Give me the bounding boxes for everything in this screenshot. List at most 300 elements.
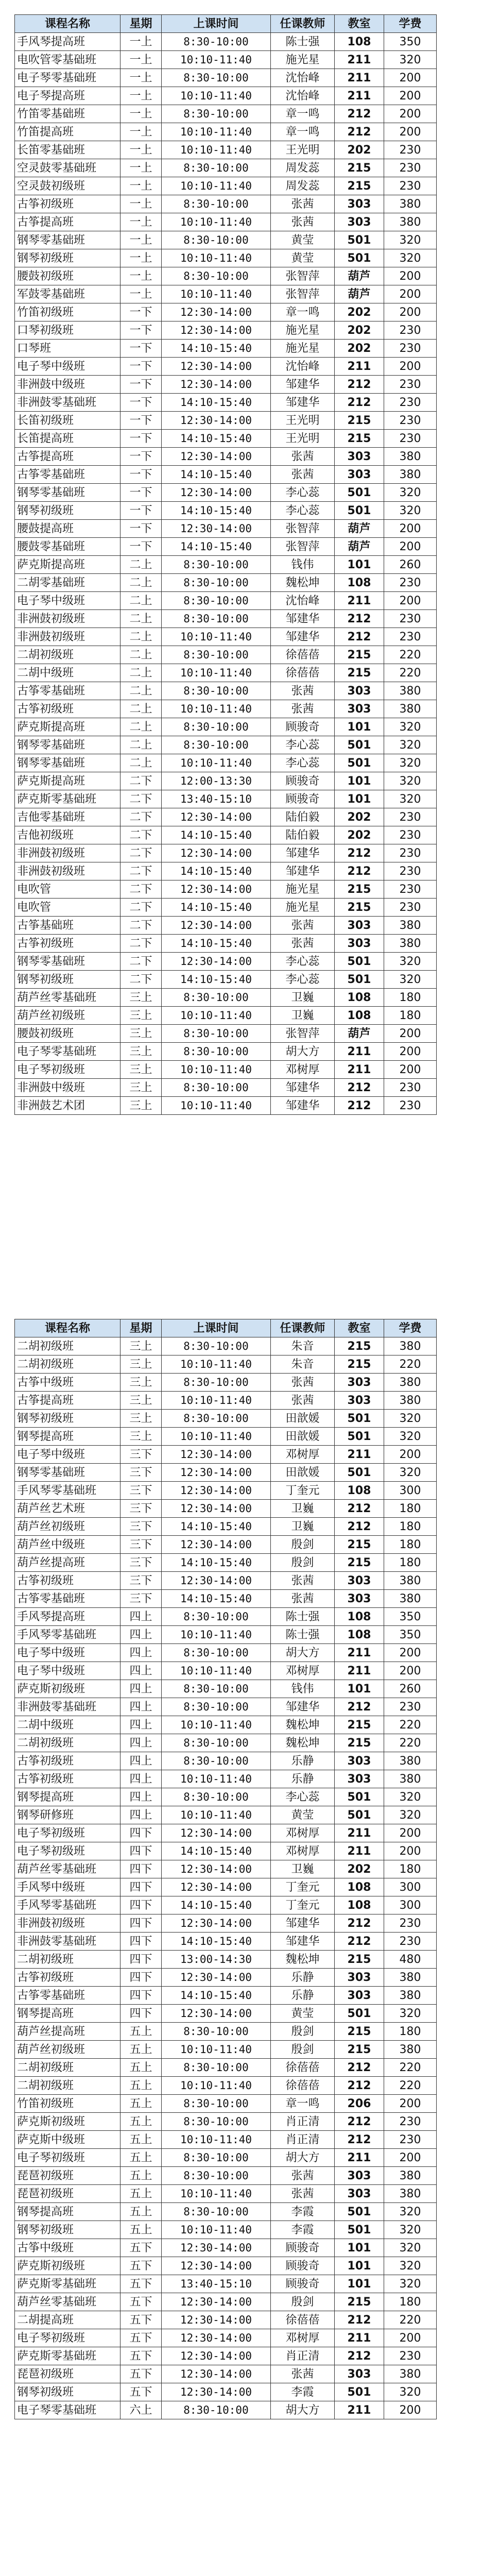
tuition-cell: 200 bbox=[384, 2149, 437, 2167]
class-time-cell: 10:10-11:40 bbox=[162, 177, 271, 195]
class-time-cell: 10:10-11:40 bbox=[162, 628, 271, 646]
weekday-cell: 五上 bbox=[120, 2167, 162, 2185]
tuition-cell: 320 bbox=[384, 502, 437, 520]
weekday-cell: 二上 bbox=[120, 664, 162, 682]
classroom-cell: 212 bbox=[335, 844, 384, 862]
course-name-cell: 萨克斯初级班 bbox=[15, 2257, 120, 2275]
teacher-cell: 周发蕊 bbox=[271, 177, 335, 195]
tuition-cell: 230 bbox=[384, 2131, 437, 2149]
table-row bbox=[15, 2167, 437, 2185]
tuition-cell: 320 bbox=[384, 736, 437, 754]
weekday-cell: 五上 bbox=[120, 2059, 162, 2077]
course-name-cell: 钢琴初级班 bbox=[15, 971, 120, 989]
tuition-cell: 320 bbox=[384, 953, 437, 971]
class-time-cell: 14:10-15:40 bbox=[162, 466, 271, 484]
tuition-cell: 230 bbox=[384, 574, 437, 592]
course-name-cell: 古筝提高班 bbox=[15, 213, 120, 231]
table-row bbox=[15, 664, 437, 682]
classroom-cell: 215 bbox=[335, 430, 384, 448]
classroom-cell: 215 bbox=[335, 1337, 384, 1355]
course-name-cell: 古筝基础班 bbox=[15, 917, 120, 935]
course-name-cell: 钢琴零基础班 bbox=[15, 754, 120, 772]
table-row bbox=[15, 772, 437, 790]
tuition-cell: 200 bbox=[384, 87, 437, 105]
table-row bbox=[15, 610, 437, 628]
table-row bbox=[15, 33, 437, 51]
table-row bbox=[15, 989, 437, 1007]
table-row bbox=[15, 502, 437, 520]
classroom-cell: 212 bbox=[335, 1079, 384, 1097]
tuition-cell: 380 bbox=[384, 448, 437, 466]
teacher-cell: 张茜 bbox=[271, 2167, 335, 2185]
class-time-cell: 10:10-11:40 bbox=[162, 1716, 271, 1734]
table-row bbox=[15, 1933, 437, 1951]
classroom-cell: 215 bbox=[335, 1355, 384, 1374]
teacher-cell: 卫巍 bbox=[271, 1500, 335, 1518]
table-row bbox=[15, 2275, 437, 2293]
teacher-cell: 殷剑 bbox=[271, 2041, 335, 2059]
teacher-cell: 魏松坤 bbox=[271, 1734, 335, 1752]
table-row bbox=[15, 862, 437, 880]
weekday-cell: 一上 bbox=[120, 87, 162, 105]
classroom-cell: 202 bbox=[335, 321, 384, 340]
header-tuition: 学费 bbox=[384, 1319, 437, 1337]
class-time-cell: 12:30-14:00 bbox=[162, 808, 271, 826]
course-name-cell: 葫芦丝零基础班 bbox=[15, 2293, 120, 2311]
teacher-cell: 邹建华 bbox=[271, 376, 335, 394]
tuition-cell: 230 bbox=[384, 880, 437, 899]
tuition-cell: 380 bbox=[384, 466, 437, 484]
classroom-cell: 212 bbox=[335, 1914, 384, 1933]
classroom-cell: 215 bbox=[335, 646, 384, 664]
table-row bbox=[15, 880, 437, 899]
class-time-cell: 10:10-11:40 bbox=[162, 2221, 271, 2239]
classroom-cell: 303 bbox=[335, 935, 384, 953]
classroom-cell: 108 bbox=[335, 989, 384, 1007]
class-time-cell: 10:10-11:40 bbox=[162, 1662, 271, 1680]
tuition-cell: 220 bbox=[384, 2059, 437, 2077]
table-row bbox=[15, 736, 437, 754]
class-time-cell: 14:10-15:40 bbox=[162, 1933, 271, 1951]
classroom-cell: 212 bbox=[335, 2311, 384, 2329]
classroom-cell: 501 bbox=[335, 736, 384, 754]
teacher-cell: 李心蕊 bbox=[271, 754, 335, 772]
course-name-cell: 钢琴零基础班 bbox=[15, 736, 120, 754]
course-name-cell: 电子琴提高班 bbox=[15, 87, 120, 105]
table-row bbox=[15, 1626, 437, 1644]
table-row bbox=[15, 718, 437, 736]
tuition-cell: 200 bbox=[384, 538, 437, 556]
weekday-cell: 一下 bbox=[120, 303, 162, 321]
weekday-cell: 三上 bbox=[120, 989, 162, 1007]
teacher-cell: 沈怡峰 bbox=[271, 69, 335, 87]
class-time-cell: 8:30-10:00 bbox=[162, 2113, 271, 2131]
class-time-cell: 8:30-10:00 bbox=[162, 69, 271, 87]
course-name-cell: 古筝初级班 bbox=[15, 1572, 120, 1590]
classroom-cell: 206 bbox=[335, 2095, 384, 2113]
class-time-cell: 12:30-14:00 bbox=[162, 448, 271, 466]
teacher-cell: 顾骏奇 bbox=[271, 2239, 335, 2257]
teacher-cell: 胡大方 bbox=[271, 1644, 335, 1662]
course-name-cell: 长笛初级班 bbox=[15, 412, 120, 430]
teacher-cell: 邓树厚 bbox=[271, 1824, 335, 1842]
classroom-cell: 211 bbox=[335, 1446, 384, 1464]
weekday-cell: 三下 bbox=[120, 1482, 162, 1500]
weekday-cell: 二上 bbox=[120, 610, 162, 628]
class-time-cell: 8:30-10:00 bbox=[162, 1025, 271, 1043]
tuition-cell: 200 bbox=[384, 1824, 437, 1842]
course-name-cell: 腰鼓零基础班 bbox=[15, 538, 120, 556]
weekday-cell: 一上 bbox=[120, 249, 162, 267]
table-row bbox=[15, 1842, 437, 1860]
tuition-cell: 200 bbox=[384, 1842, 437, 1860]
classroom-cell: 101 bbox=[335, 2257, 384, 2275]
class-time-cell: 12:30-14:00 bbox=[162, 2005, 271, 2023]
classroom-cell: 202 bbox=[335, 808, 384, 826]
course-name-cell: 二胡初级班 bbox=[15, 2077, 120, 2095]
course-name-cell: 二胡初级班 bbox=[15, 1355, 120, 1374]
table-row bbox=[15, 1734, 437, 1752]
teacher-cell: 殷剑 bbox=[271, 1536, 335, 1554]
weekday-cell: 五下 bbox=[120, 2329, 162, 2347]
table-row bbox=[15, 1788, 437, 1806]
teacher-cell: 施光星 bbox=[271, 880, 335, 899]
course-name-cell: 二胡提高班 bbox=[15, 2311, 120, 2329]
weekday-cell: 六上 bbox=[120, 2401, 162, 2419]
classroom-cell: 108 bbox=[335, 1608, 384, 1626]
weekday-cell: 一上 bbox=[120, 51, 162, 69]
table-row bbox=[15, 430, 437, 448]
classroom-cell: 501 bbox=[335, 2203, 384, 2221]
course-name-cell: 口琴班 bbox=[15, 340, 120, 358]
weekday-cell: 三下 bbox=[120, 1500, 162, 1518]
class-time-cell: 10:10-11:40 bbox=[162, 123, 271, 141]
course-name-cell: 电子琴中级班 bbox=[15, 1644, 120, 1662]
tuition-cell: 320 bbox=[384, 231, 437, 249]
class-time-cell: 12:30-14:00 bbox=[162, 2293, 271, 2311]
classroom-cell: 212 bbox=[335, 628, 384, 646]
weekday-cell: 五上 bbox=[120, 2023, 162, 2041]
class-time-cell: 14:10-15:40 bbox=[162, 394, 271, 412]
header-classroom: 教室 bbox=[335, 1319, 384, 1337]
weekday-cell: 二上 bbox=[120, 718, 162, 736]
teacher-cell: 李心蕊 bbox=[271, 1788, 335, 1806]
class-time-cell: 13:40-15:10 bbox=[162, 790, 271, 808]
header-row bbox=[15, 15, 437, 33]
course-name-cell: 二胡中级班 bbox=[15, 664, 120, 682]
weekday-cell: 一下 bbox=[120, 538, 162, 556]
class-time-cell: 12:30-14:00 bbox=[162, 2311, 271, 2329]
table-row bbox=[15, 105, 437, 123]
tuition-cell: 380 bbox=[384, 2041, 437, 2059]
class-time-cell: 10:10-11:40 bbox=[162, 1806, 271, 1824]
teacher-cell: 肖正清 bbox=[271, 2131, 335, 2149]
classroom-cell: 101 bbox=[335, 790, 384, 808]
class-time-cell: 10:10-11:40 bbox=[162, 754, 271, 772]
weekday-cell: 四上 bbox=[120, 1698, 162, 1716]
table-row bbox=[15, 1680, 437, 1698]
teacher-cell: 陆伯毅 bbox=[271, 826, 335, 844]
course-name-cell: 葫芦丝零基础班 bbox=[15, 989, 120, 1007]
course-name-cell: 非洲鼓零基础班 bbox=[15, 1933, 120, 1951]
course-name-cell: 非洲鼓初级班 bbox=[15, 844, 120, 862]
classroom-cell: 303 bbox=[335, 1987, 384, 2005]
course-name-cell: 电子琴中级班 bbox=[15, 1662, 120, 1680]
teacher-cell: 张智萍 bbox=[271, 520, 335, 538]
tuition-cell: 480 bbox=[384, 1951, 437, 1969]
class-time-cell: 14:10-15:40 bbox=[162, 1590, 271, 1608]
tuition-cell: 320 bbox=[384, 2005, 437, 2023]
tuition-cell: 230 bbox=[384, 2347, 437, 2365]
class-time-cell: 14:10-15:40 bbox=[162, 862, 271, 880]
class-time-cell: 12:00-13:30 bbox=[162, 772, 271, 790]
course-name-cell: 钢琴零基础班 bbox=[15, 953, 120, 971]
teacher-cell: 魏松坤 bbox=[271, 574, 335, 592]
course-name-cell: 手风琴中级班 bbox=[15, 1878, 120, 1896]
table-row bbox=[15, 2401, 437, 2419]
table-row bbox=[15, 1337, 437, 1355]
table-row bbox=[15, 574, 437, 592]
header-weekday: 星期 bbox=[120, 15, 162, 33]
class-time-cell: 10:10-11:40 bbox=[162, 1097, 271, 1115]
table-row bbox=[15, 2131, 437, 2149]
weekday-cell: 二下 bbox=[120, 772, 162, 790]
classroom-cell: 215 bbox=[335, 2023, 384, 2041]
tuition-cell: 320 bbox=[384, 2257, 437, 2275]
course-name-cell: 钢琴初级班 bbox=[15, 249, 120, 267]
tuition-cell: 220 bbox=[384, 2311, 437, 2329]
course-name-cell: 钢琴零基础班 bbox=[15, 484, 120, 502]
class-time-cell: 8:30-10:00 bbox=[162, 1752, 271, 1770]
weekday-cell: 五上 bbox=[120, 2113, 162, 2131]
class-time-cell: 8:30-10:00 bbox=[162, 574, 271, 592]
table-row bbox=[15, 466, 437, 484]
course-name-cell: 电子琴零基础班 bbox=[15, 2401, 120, 2419]
teacher-cell: 田歆媛 bbox=[271, 1464, 335, 1482]
teacher-cell: 张茜 bbox=[271, 700, 335, 718]
weekday-cell: 一上 bbox=[120, 105, 162, 123]
tuition-cell: 180 bbox=[384, 1554, 437, 1572]
tuition-cell: 380 bbox=[384, 700, 437, 718]
teacher-cell: 田歆媛 bbox=[271, 1428, 335, 1446]
weekday-cell: 三上 bbox=[120, 1043, 162, 1061]
tuition-cell: 350 bbox=[384, 1626, 437, 1644]
table-row bbox=[15, 1025, 437, 1043]
tuition-cell: 300 bbox=[384, 1878, 437, 1896]
class-time-cell: 10:10-11:40 bbox=[162, 664, 271, 682]
course-name-cell: 萨克斯初级班 bbox=[15, 1680, 120, 1698]
class-time-cell: 8:30-10:00 bbox=[162, 736, 271, 754]
tuition-cell: 380 bbox=[384, 2365, 437, 2383]
weekday-cell: 二上 bbox=[120, 754, 162, 772]
classroom-cell: 202 bbox=[335, 340, 384, 358]
class-time-cell: 12:30-14:00 bbox=[162, 358, 271, 376]
classroom-cell: 101 bbox=[335, 2239, 384, 2257]
class-time-cell: 12:30-14:00 bbox=[162, 520, 271, 538]
classroom-cell: 501 bbox=[335, 1428, 384, 1446]
course-name-cell: 古筝初级班 bbox=[15, 1770, 120, 1788]
weekday-cell: 三上 bbox=[120, 1025, 162, 1043]
classroom-cell: 108 bbox=[335, 1007, 384, 1025]
teacher-cell: 肖正清 bbox=[271, 2347, 335, 2365]
course-name-cell: 萨克斯中级班 bbox=[15, 2131, 120, 2149]
class-time-cell: 14:10-15:40 bbox=[162, 502, 271, 520]
class-time-cell: 12:30-14:00 bbox=[162, 880, 271, 899]
teacher-cell: 魏松坤 bbox=[271, 1951, 335, 1969]
table-row bbox=[15, 1079, 437, 1097]
classroom-cell: 303 bbox=[335, 1374, 384, 1392]
weekday-cell: 三下 bbox=[120, 1572, 162, 1590]
teacher-cell: 章一鸣 bbox=[271, 303, 335, 321]
table-row bbox=[15, 448, 437, 466]
weekday-cell: 二上 bbox=[120, 556, 162, 574]
table-row bbox=[15, 231, 437, 249]
weekday-cell: 四上 bbox=[120, 1734, 162, 1752]
course-name-cell: 电子琴零基础班 bbox=[15, 69, 120, 87]
table-row bbox=[15, 2095, 437, 2113]
class-time-cell: 10:10-11:40 bbox=[162, 2077, 271, 2095]
tuition-cell: 230 bbox=[384, 159, 437, 177]
class-time-cell: 8:30-10:00 bbox=[162, 1644, 271, 1662]
tuition-cell: 200 bbox=[384, 592, 437, 610]
header-course-name: 课程名称 bbox=[15, 15, 120, 33]
weekday-cell: 四下 bbox=[120, 1969, 162, 1987]
weekday-cell: 五下 bbox=[120, 2293, 162, 2311]
weekday-cell: 五下 bbox=[120, 2257, 162, 2275]
teacher-cell: 邓树厚 bbox=[271, 1842, 335, 1860]
course-name-cell: 电吹管 bbox=[15, 899, 120, 917]
table-row bbox=[15, 69, 437, 87]
table-row bbox=[15, 1410, 437, 1428]
teacher-cell: 李霞 bbox=[271, 2221, 335, 2239]
classroom-cell: 215 bbox=[335, 2041, 384, 2059]
course-name-cell: 手风琴零基础班 bbox=[15, 1626, 120, 1644]
teacher-cell: 张茜 bbox=[271, 1572, 335, 1590]
tuition-cell: 200 bbox=[384, 105, 437, 123]
tuition-cell: 180 bbox=[384, 1500, 437, 1518]
tuition-cell: 180 bbox=[384, 2293, 437, 2311]
table-row bbox=[15, 358, 437, 376]
course-name-cell: 二胡中级班 bbox=[15, 1716, 120, 1734]
class-time-cell: 8:30-10:00 bbox=[162, 195, 271, 213]
course-name-cell: 电子琴中级班 bbox=[15, 1446, 120, 1464]
table-row bbox=[15, 1860, 437, 1878]
class-time-cell: 14:10-15:40 bbox=[162, 538, 271, 556]
course-name-cell: 琵琶初级班 bbox=[15, 2167, 120, 2185]
tuition-cell: 320 bbox=[384, 1806, 437, 1824]
teacher-cell: 朱音 bbox=[271, 1337, 335, 1355]
tuition-cell: 320 bbox=[384, 971, 437, 989]
table-row bbox=[15, 2239, 437, 2257]
teacher-cell: 沈怡峰 bbox=[271, 358, 335, 376]
classroom-cell: 101 bbox=[335, 718, 384, 736]
classroom-cell: 108 bbox=[335, 574, 384, 592]
course-name-cell: 古筝零基础班 bbox=[15, 466, 120, 484]
classroom-cell: 108 bbox=[335, 1626, 384, 1644]
table-row bbox=[15, 592, 437, 610]
classroom-cell: 211 bbox=[335, 2329, 384, 2347]
course-name-cell: 手风琴提高班 bbox=[15, 33, 120, 51]
classroom-cell: 101 bbox=[335, 1680, 384, 1698]
course-name-cell: 葫芦丝提高班 bbox=[15, 2023, 120, 2041]
course-name-cell: 电吹管零基础班 bbox=[15, 51, 120, 69]
weekday-cell: 二下 bbox=[120, 808, 162, 826]
table-row bbox=[15, 1554, 437, 1572]
teacher-cell: 李心蕊 bbox=[271, 736, 335, 754]
class-time-cell: 14:10-15:40 bbox=[162, 340, 271, 358]
teacher-cell: 王光明 bbox=[271, 412, 335, 430]
table-row bbox=[15, 556, 437, 574]
teacher-cell: 张茜 bbox=[271, 213, 335, 231]
course-name-cell: 长笛提高班 bbox=[15, 430, 120, 448]
class-time-cell: 12:30-14:00 bbox=[162, 1500, 271, 1518]
teacher-cell: 周发蕊 bbox=[271, 159, 335, 177]
weekday-cell: 四下 bbox=[120, 1896, 162, 1914]
weekday-cell: 四上 bbox=[120, 1626, 162, 1644]
weekday-cell: 三上 bbox=[120, 1007, 162, 1025]
teacher-cell: 施光星 bbox=[271, 321, 335, 340]
table-row bbox=[15, 303, 437, 321]
weekday-cell: 三下 bbox=[120, 1518, 162, 1536]
tuition-cell: 200 bbox=[384, 1446, 437, 1464]
course-name-cell: 萨克斯零基础班 bbox=[15, 790, 120, 808]
teacher-cell: 徐蓓蓓 bbox=[271, 2059, 335, 2077]
teacher-cell: 张智萍 bbox=[271, 267, 335, 285]
table-row bbox=[15, 1806, 437, 1824]
tuition-cell: 380 bbox=[384, 2185, 437, 2203]
teacher-cell: 张茜 bbox=[271, 917, 335, 935]
class-time-cell: 14:10-15:40 bbox=[162, 1554, 271, 1572]
course-name-cell: 电子琴初级班 bbox=[15, 1061, 120, 1079]
weekday-cell: 二下 bbox=[120, 844, 162, 862]
weekday-cell: 二下 bbox=[120, 880, 162, 899]
classroom-cell: 211 bbox=[335, 1644, 384, 1662]
table-row bbox=[15, 844, 437, 862]
teacher-cell: 张茜 bbox=[271, 1590, 335, 1608]
teacher-cell: 徐蓓蓓 bbox=[271, 2077, 335, 2095]
teacher-cell: 邓树厚 bbox=[271, 1061, 335, 1079]
classroom-cell: 501 bbox=[335, 971, 384, 989]
tuition-cell: 180 bbox=[384, 1536, 437, 1554]
tuition-cell: 230 bbox=[384, 141, 437, 159]
table-row bbox=[15, 971, 437, 989]
class-time-cell: 8:30-10:00 bbox=[162, 1374, 271, 1392]
classroom-cell: 葫芦 bbox=[335, 520, 384, 538]
weekday-cell: 五上 bbox=[120, 2131, 162, 2149]
class-time-cell: 10:10-11:40 bbox=[162, 1428, 271, 1446]
classroom-cell: 202 bbox=[335, 826, 384, 844]
weekday-cell: 五下 bbox=[120, 2239, 162, 2257]
weekday-cell: 二上 bbox=[120, 574, 162, 592]
classroom-cell: 303 bbox=[335, 448, 384, 466]
classroom-cell: 211 bbox=[335, 358, 384, 376]
course-name-cell: 长笛零基础班 bbox=[15, 141, 120, 159]
weekday-cell: 四上 bbox=[120, 1752, 162, 1770]
course-name-cell: 萨克斯初级班 bbox=[15, 2113, 120, 2131]
tuition-cell: 300 bbox=[384, 1896, 437, 1914]
table-row bbox=[15, 2059, 437, 2077]
tuition-cell: 380 bbox=[384, 1770, 437, 1788]
weekday-cell: 三上 bbox=[120, 1337, 162, 1355]
teacher-cell: 邓树厚 bbox=[271, 2329, 335, 2347]
class-time-cell: 12:30-14:00 bbox=[162, 917, 271, 935]
class-time-cell: 14:10-15:40 bbox=[162, 1518, 271, 1536]
teacher-cell: 邹建华 bbox=[271, 628, 335, 646]
class-time-cell: 8:30-10:00 bbox=[162, 718, 271, 736]
table-row bbox=[15, 1536, 437, 1554]
class-time-cell: 12:30-14:00 bbox=[162, 2239, 271, 2257]
classroom-cell: 212 bbox=[335, 376, 384, 394]
